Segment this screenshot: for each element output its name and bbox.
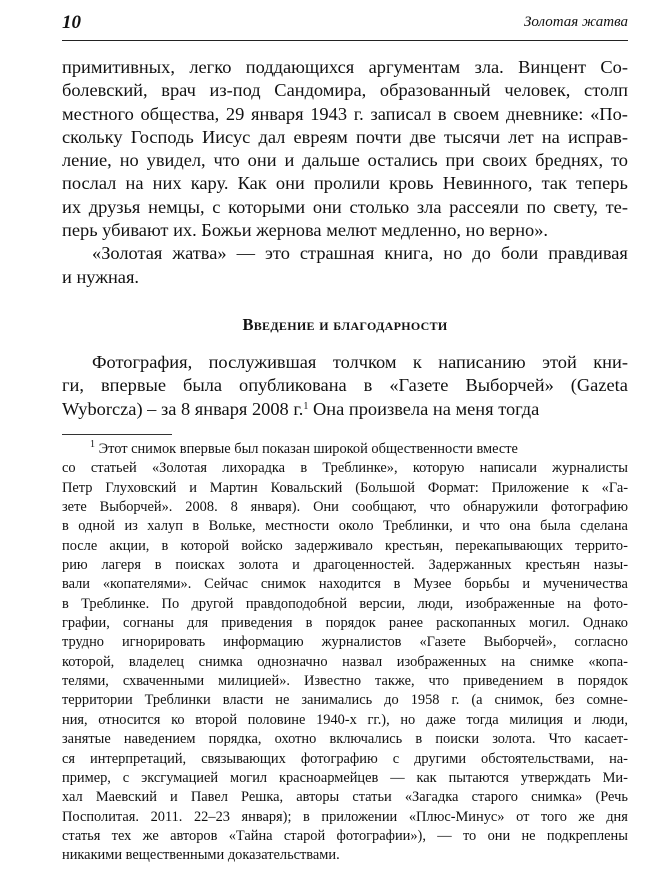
footnote-line: пример, с эксгумацией могил красноармейцев — как пытаются утверждать Ми- xyxy=(62,769,628,786)
text-line-end: Она произвела на меня тогда xyxy=(308,398,540,419)
footnote-first-line xyxy=(62,440,628,459)
section-heading-text: Введение и благодарности xyxy=(242,315,448,334)
footnote-line: никакими вещественными доказательствами. xyxy=(62,847,340,864)
footnote-line: графии, согнаны для приведения в порядок ранее раскопанных могил. Однако xyxy=(62,615,628,632)
footnote-rule xyxy=(62,434,172,435)
footnote-line: занятые наведением порядка, охотно включались в поиски золота. Что касает- xyxy=(62,731,628,748)
footnote-line: после акции, в которой войско задерживало крестьян, перекапывающих террито- xyxy=(62,537,628,554)
footnote-line: трудно игнорировать информацию журналистов «Газете Выборчей», согласно xyxy=(62,634,628,651)
page-number: 10 xyxy=(62,12,81,33)
footnote xyxy=(62,440,628,866)
footnote-line: статья тех же авторов «Тайна старой фотографии»), — то они не подкреплены xyxy=(62,827,628,844)
running-title: Золотая жатва xyxy=(523,14,628,30)
text-line: ление, но увидел, что они и дальше остались при своих бреднях, то xyxy=(62,150,628,171)
footnote-line: телями, схваченными милицией». Известно также, что приведением в порядок xyxy=(62,673,628,690)
text-line: местного общества, 29 января 1943 г. записал в своем дневнике: «По- xyxy=(62,103,628,124)
footnote-line: рию лагеря в поисках золота и драгоценностей. Задержанных крестьян назы- xyxy=(62,557,628,574)
section-text xyxy=(62,351,628,421)
body-text xyxy=(62,56,628,289)
footnote-line: ния, относится ко второй половине 1940-х гг.), но даже тогда милиция и люди, xyxy=(62,711,628,728)
footnote-line: ся интерпретаций, связывающих фотографию с другими обстоятельствами, на- xyxy=(62,750,628,767)
text-line: перь убивают их. Божьи жернова мелют медленно, но верно». xyxy=(62,220,549,241)
text-line: и нужная. xyxy=(62,266,140,287)
text-line: Фотография, послужившая толчком к написанию этой кни- xyxy=(92,352,628,372)
section-heading xyxy=(62,315,628,335)
text-line: их друзья немцы, с которыми они столько зла рассеяли по свету, те- xyxy=(62,196,628,217)
footnote-reference: 1 xyxy=(303,400,309,412)
footnote-text: Этот снимок впервые был показан широкой общественности вместе xyxy=(95,441,518,457)
footnote-line: которой, владелец снимка однозначно назвал изображенных на снимке «копа- xyxy=(62,653,628,670)
text-line-start: Wyborcza) – за 8 января 2008 г. xyxy=(62,398,304,419)
footnote-line: в Треблинке. По другой правдоподобной версии, люди, изображенные на фото- xyxy=(62,595,628,612)
footnote-line: Посполитая. 2011. 22–23 января); в приложении «Плюс-Минус» от того же дня xyxy=(62,808,628,825)
header-rule xyxy=(62,40,628,41)
text-line: ги, впервые была опубликована в «Газете Выборчей» (Gazeta xyxy=(62,375,628,396)
page-header xyxy=(62,12,628,36)
footnote-line: территории Треблинки власти не занимались до 1958 г. (а снимок, без сомне- xyxy=(62,692,628,709)
footnote-line: в одной из халуп в Вольке, местности около Треблинки, и что она была сделана xyxy=(62,518,628,535)
footnote-line: вали «копателями». Сейчас снимок находится в Музее борьбы и мученичества xyxy=(62,576,628,593)
text-line: скольку Господь Иисус дал евреям почти две тысячи лет на исправ- xyxy=(62,126,628,147)
text-line: болевский, врач из-под Сандомира, образованный человек, столп xyxy=(62,80,628,101)
text-line: «Золотая жатва» — это страшная книга, но до боли правдивая xyxy=(92,243,628,264)
footnote-line: хал Маевский и Павел Решка, авторы статьи «Загадка старого снимка» (Речь xyxy=(62,789,628,806)
footnote-mark: 1 xyxy=(90,439,95,450)
text-line-with-note xyxy=(62,398,628,421)
footnote-line: зете Выборчей». 2008. 8 января). Они сообщают, что обнаружили фотографию xyxy=(62,499,628,516)
footnote-line: со статьей «Золотая лихорадка в Треблинке», которую написали журналисты xyxy=(62,460,628,477)
text-line: послал на них кару. Как они пролили кровь Невинного, так теперь xyxy=(62,173,628,194)
footnote-line: Петр Глуховский и Мартин Ковальский (Большой Формат: Приложение к «Га- xyxy=(62,479,628,496)
text-line: примитивных, легко поддающихся аргументам зла. Винцент Со- xyxy=(62,57,628,77)
